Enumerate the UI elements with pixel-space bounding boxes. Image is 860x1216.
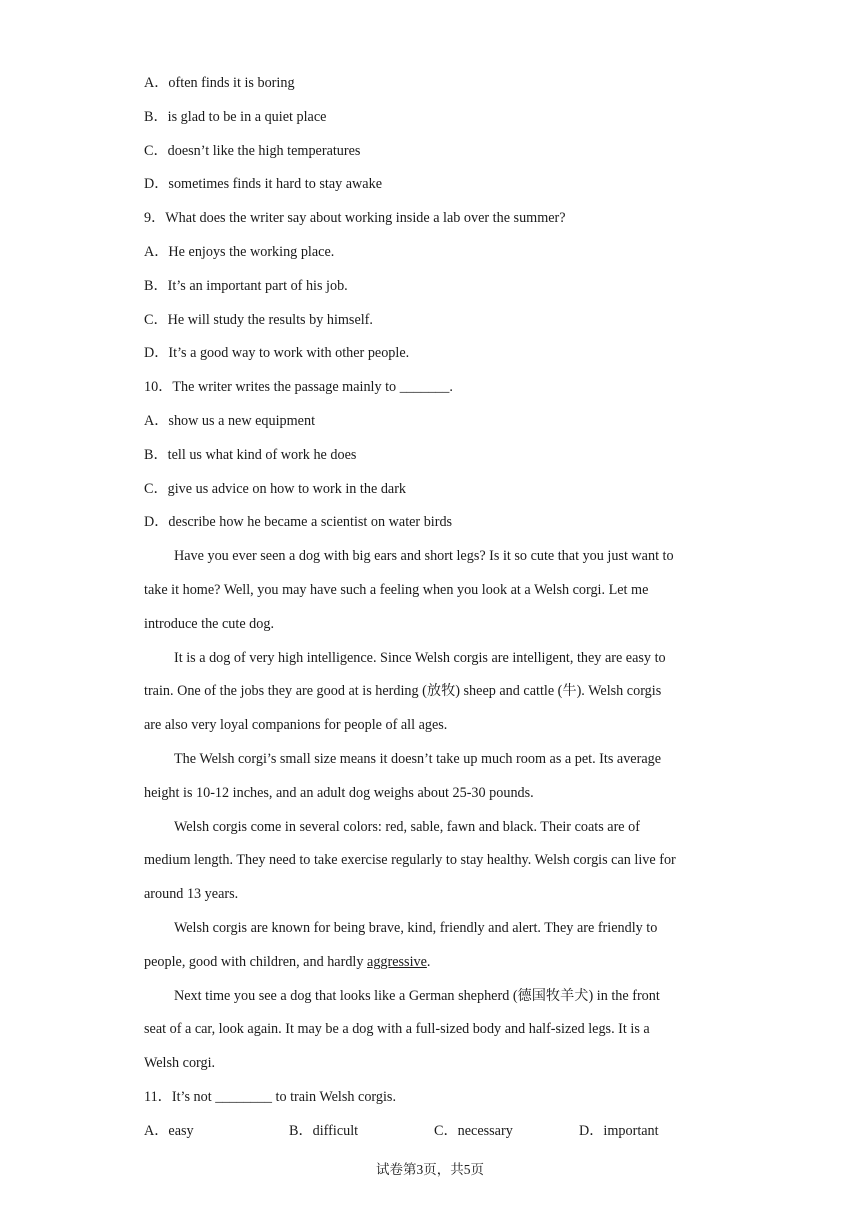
passage-line: are also very loyal companions for people of all ages. bbox=[144, 717, 448, 734]
q11-option-a: A．easy bbox=[144, 1122, 194, 1139]
q8-option-a: A．often finds it is boring bbox=[144, 75, 295, 91]
q11-option-d: D．important bbox=[579, 1122, 659, 1139]
passage-text: . bbox=[426, 953, 431, 970]
passage-line: Welsh corgis come in several colors: red, sable, fawn and black. Their coats are of bbox=[174, 818, 640, 835]
q11-option-b: B．difficult bbox=[289, 1122, 359, 1139]
q9-option-c: C．He will study the results by himself. bbox=[144, 311, 373, 328]
underlined-word: aggressive bbox=[367, 953, 427, 970]
q8-option-c: C．doesn’t like the high temperatures bbox=[144, 142, 361, 159]
q10-option-d: D．describe how he became a scientist on water birds bbox=[144, 514, 453, 531]
passage-line: Next time you see a dog that looks like a German shepherd (德国牧羊犬) in the front bbox=[174, 987, 660, 1004]
q8-option-d: D．sometimes finds it hard to stay awake bbox=[144, 176, 382, 193]
passage-line: seat of a car, look again. It may be a dog with a full-sized body and half-sized legs. It is a bbox=[144, 1021, 650, 1038]
q11-options bbox=[144, 1118, 724, 1152]
q11-option-c: C．necessary bbox=[434, 1122, 513, 1139]
q10-option-b: B．tell us what kind of work he does bbox=[144, 446, 357, 463]
passage-text: people, good with children, and hardly bbox=[144, 953, 368, 970]
q9-option-a: A．He enjoys the working place. bbox=[144, 243, 335, 260]
passage-line: It is a dog of very high intelligence. Since Welsh corgis are intelligent, they are easy to bbox=[174, 649, 666, 666]
q9-option-d: D．It’s a good way to work with other people. bbox=[144, 345, 410, 362]
passage-line: introduce the cute dog. bbox=[144, 615, 275, 632]
passage-line: Have you ever seen a dog with big ears and short legs? Is it so cute that you just want to bbox=[174, 548, 674, 565]
passage-line: Welsh corgis are known for being brave, kind, friendly and alert. They are friendly to bbox=[174, 919, 658, 936]
page-content bbox=[144, 70, 724, 1152]
passage-line: The Welsh corgi’s small size means it doesn’t take up much room as a pet. Its average bbox=[174, 750, 662, 767]
passage-line: train. One of the jobs they are good at is herding (放牧) sheep and cattle (牛). Welsh corgis bbox=[144, 683, 662, 700]
page-footer: 试卷第3页，共5页 bbox=[376, 1162, 484, 1177]
passage-line: medium length. They need to take exercise regularly to stay healthy. Welsh corgis can live for bbox=[144, 852, 676, 869]
passage-line: around 13 years. bbox=[144, 886, 239, 903]
q10-stem: 10．The writer writes the passage mainly to _______. bbox=[144, 379, 453, 396]
passage-line bbox=[144, 949, 724, 983]
q9-option-b: B．It’s an important part of his job. bbox=[144, 277, 348, 294]
q8-option-b: B．is glad to be in a quiet place bbox=[144, 108, 327, 125]
passage-line: height is 10-12 inches, and an adult dog weighs about 25-30 pounds. bbox=[144, 784, 534, 801]
q10-option-a: A．show us a new equipment bbox=[144, 412, 316, 429]
passage-line: Welsh corgi. bbox=[144, 1055, 216, 1072]
q10-option-c: C．give us advice on how to work in the dark bbox=[144, 480, 407, 497]
q11-stem: 11．It’s not ________ to train Welsh corgis. bbox=[144, 1088, 396, 1105]
q9-stem: 9．What does the writer say about working inside a lab over the summer? bbox=[144, 210, 566, 227]
passage-line: take it home? Well, you may have such a feeling when you look at a Welsh corgi. Let me bbox=[144, 581, 649, 598]
reading-passage bbox=[144, 543, 724, 1084]
